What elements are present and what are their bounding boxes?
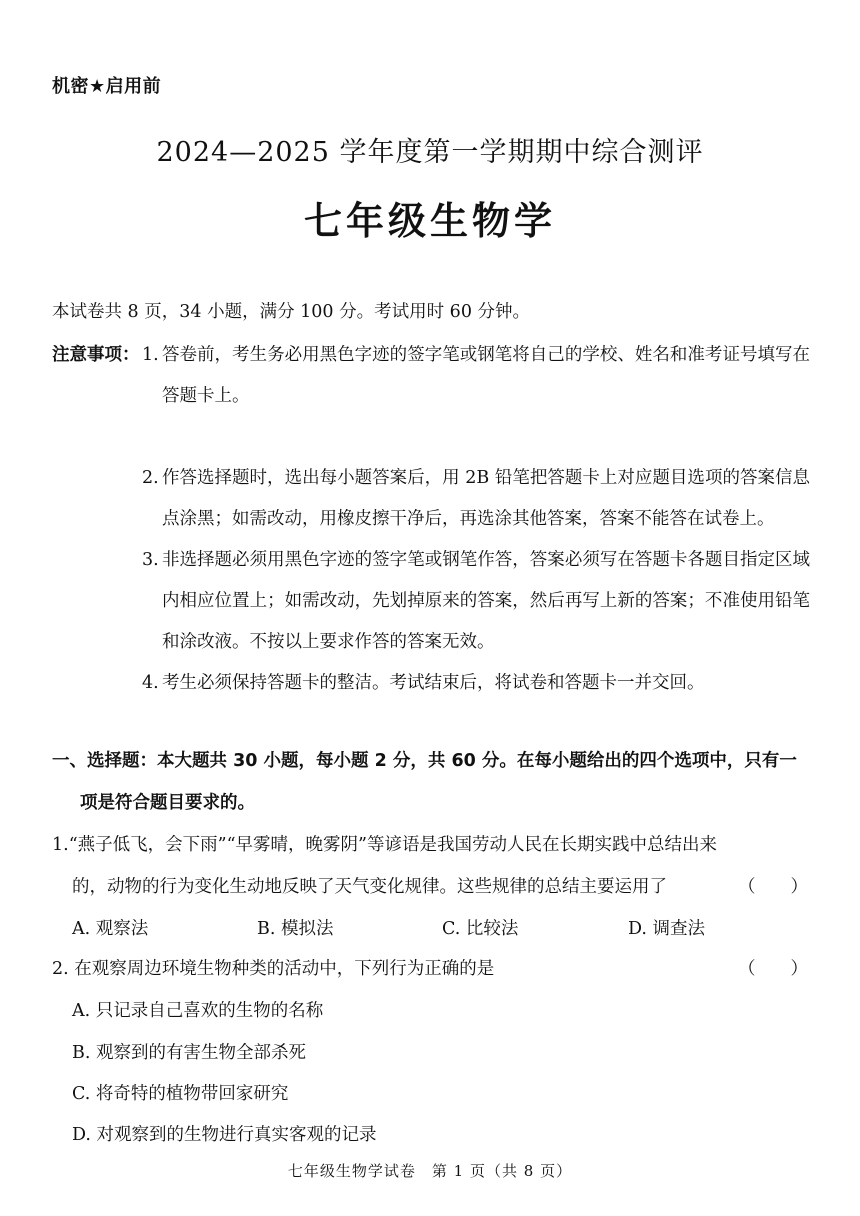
note-number: 1.: [142, 345, 159, 365]
note-item: [142, 335, 810, 417]
page-footer: 七年级生物学试卷 第 1 页（共 8 页）: [287, 1162, 573, 1180]
question-2-line1: 2. 在观察周边环境生物种类的活动中，下列行为正确的是: [52, 959, 495, 979]
note-number: 4.: [142, 673, 159, 693]
section-heading-line2: 项是符合题目要求的。: [80, 793, 255, 813]
note-item: [142, 540, 810, 663]
note-text: 答卷前，考生务必用黑色字迹的签字笔或钢笔将自己的学校、姓名和准考证号填写在答题卡上。: [162, 345, 810, 406]
option-a: A. 观察法: [72, 919, 149, 939]
note-text: 非选择题必须用黑色字迹的签字笔或钢笔作答，答案必须写在答题卡各题目指定区域内相应位置上；如需改动，先划掉原来的答案，然后再写上新的答案；不准使用铅笔和涂改液。不按以上要求作答的答案无效。: [162, 550, 810, 652]
note-text: 作答选择题时，选出每小题答案后，用 2B 铅笔把答题卡上对应题目选项的答案信息点涂黑；如需改动，用橡皮擦干净后，再选涂其他答案，答案不能答在试卷上。: [162, 468, 810, 529]
exam-info: 本试卷共 8 页，34 小题，满分 100 分。考试用时 60 分钟。: [52, 302, 531, 322]
option-a: A. 只记录自己喜欢的生物的名称: [72, 1001, 324, 1021]
note-item: [142, 663, 810, 704]
note-number: 2.: [142, 468, 159, 488]
option-c: C. 比较法: [442, 919, 519, 939]
question-1-line1: 1.“燕子低飞，会下雨”“早雾晴，晚雾阴”等谚语是我国劳动人民在长期实践中总结出来: [52, 835, 717, 855]
note-number: 3.: [142, 550, 159, 570]
option-d: D. 调查法: [628, 919, 706, 939]
note-item: [142, 458, 810, 540]
confidential-mark: 机密★启用前: [52, 76, 162, 97]
exam-subject-title: 七年级生物学: [303, 199, 556, 243]
option-d: D. 对观察到的生物进行真实客观的记录: [72, 1125, 377, 1145]
note-text: 考生必须保持答题卡的整洁。考试结束后，将试卷和答题卡一并交回。: [162, 673, 705, 693]
answer-paren: （ ）: [738, 877, 808, 897]
section-heading: [52, 740, 812, 824]
section-heading-line1: 一、选择题：本大题共 30 小题，每小题 2 分，共 60 分。在每小题给出的四个选项中，只有一: [52, 751, 797, 771]
option-b: B. 观察到的有害生物全部杀死: [72, 1043, 306, 1063]
notes-label: 注意事项：: [52, 345, 140, 365]
question-1-line2: 的，动物的行为变化生动地反映了天气变化规律。这些规律的总结主要运用了: [72, 877, 667, 897]
option-c: C. 将奇特的植物带回家研究: [72, 1084, 289, 1104]
option-b: B. 模拟法: [257, 919, 334, 939]
exam-year-title: 2024—2025 学年度第一学期期中综合测评: [156, 137, 704, 168]
answer-paren: （ ）: [738, 959, 808, 979]
